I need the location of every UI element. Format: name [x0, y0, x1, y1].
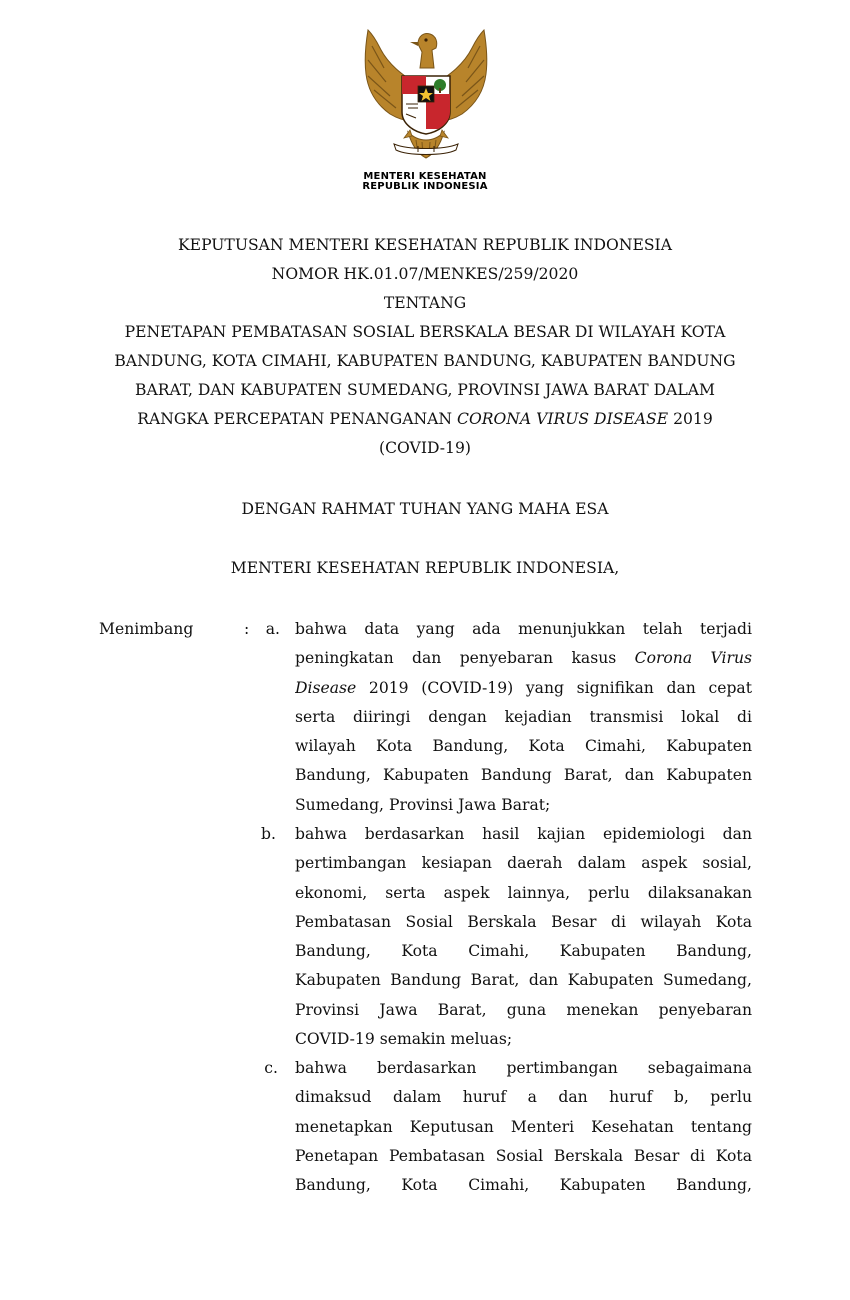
point-c-text: [295, 1054, 752, 1200]
considering-colon: :: [244, 620, 250, 638]
point-c-marker: c.: [264, 1059, 278, 1077]
institution-name-line-1: MENTERI KESEHATAN: [363, 171, 487, 182]
invocation: DENGAN RAHMAT TUHAN YANG MAHA ESA: [241, 500, 609, 518]
issuer-line: MENTERI KESEHATAN REPUBLIK INDONESIA,: [230, 559, 620, 577]
title-line: PENETAPAN PEMBATASAN SOSIAL BERSKALA BESAR DI WILAYAH KOTA: [124, 323, 726, 341]
text-line: dimaksud dalam huruf a dan huruf b, perlu: [295, 1088, 752, 1107]
text-line: serta diiringi dengan kejadian transmisi lokal di: [295, 707, 752, 726]
decree-number: NOMOR HK.01.07/MENKES/259/2020: [271, 265, 579, 283]
garuda-pancasila-icon: [360, 28, 492, 170]
text-line: menetapkan Keputusan Menteri Kesehatan tentang: [295, 1117, 752, 1136]
point-a-text: [295, 615, 752, 820]
title-line: BARAT, DAN KABUPATEN SUMEDANG, PROVINSI JAWA BARAT DALAM: [135, 381, 715, 399]
institution-name-line-2: REPUBLIK INDONESIA: [362, 181, 488, 192]
title-line: TENTANG: [383, 294, 467, 312]
text-fragment: peningkatan dan penyebaran kasus: [295, 649, 635, 668]
text-line: wilayah Kota Bandung, Kota Cimahi, Kabupaten: [295, 737, 752, 756]
considering-label: Menimbang: [99, 620, 194, 638]
text-line: Bandung, Kota Cimahi, Kabupaten Bandung,: [295, 942, 752, 961]
text-line: ekonomi, serta aspek lainnya, perlu dilaksanakan: [295, 883, 752, 902]
text-fragment: 2019 (COVID-19) yang signifikan dan cepat: [356, 678, 752, 697]
title-line: (COVID-19): [379, 439, 471, 457]
title-text: RANGKA PERCEPATAN PENANGANAN: [137, 410, 458, 428]
title-line: [80, 405, 770, 434]
point-a-marker: a.: [265, 620, 280, 638]
text-line: Sumedang, Provinsi Jawa Barat;: [295, 795, 551, 814]
text-line: COVID-19 semakin meluas;: [295, 1030, 513, 1049]
text-line: Pembatasan Sosial Berskala Besar di wilayah Kota: [295, 912, 752, 931]
text-line: [295, 644, 752, 673]
italic-text: Disease: [295, 678, 357, 697]
text-line: Kabupaten Bandung Barat, dan Kabupaten Sumedang,: [295, 971, 752, 990]
point-b-marker: b.: [261, 825, 276, 843]
text-line: bahwa data yang ada menunjukkan telah terjadi: [295, 620, 752, 638]
text-line: bahwa berdasarkan hasil kajian epidemiologi dan: [295, 825, 752, 843]
title-line: BANDUNG, KOTA CIMAHI, KABUPATEN BANDUNG, KABUPATEN BANDUNG: [114, 352, 736, 370]
title-line: KEPUTUSAN MENTERI KESEHATAN REPUBLIK INDONESIA: [178, 236, 672, 254]
text-line: Bandung, Kota Cimahi, Kabupaten Bandung,: [295, 1176, 752, 1195]
text-line: Bandung, Kabupaten Bandung Barat, dan Kabupaten: [295, 766, 752, 785]
point-b-text: [295, 820, 752, 1054]
document-title: [80, 231, 770, 463]
text-line: [295, 674, 752, 703]
text-line: pertimbangan kesiapan daerah dalam aspek sosial,: [295, 854, 752, 873]
text-line: bahwa berdasarkan pertimbangan sebagaimana: [295, 1059, 752, 1077]
title-text: 2019: [668, 410, 713, 428]
text-line: Penetapan Pembatasan Sosial Berskala Besar di Kota: [295, 1146, 752, 1165]
title-italic-text: CORONA VIRUS DISEASE: [457, 410, 669, 428]
italic-text: Corona Virus: [634, 649, 752, 668]
text-line: Provinsi Jawa Barat, guna menekan penyebaran: [295, 1000, 752, 1019]
